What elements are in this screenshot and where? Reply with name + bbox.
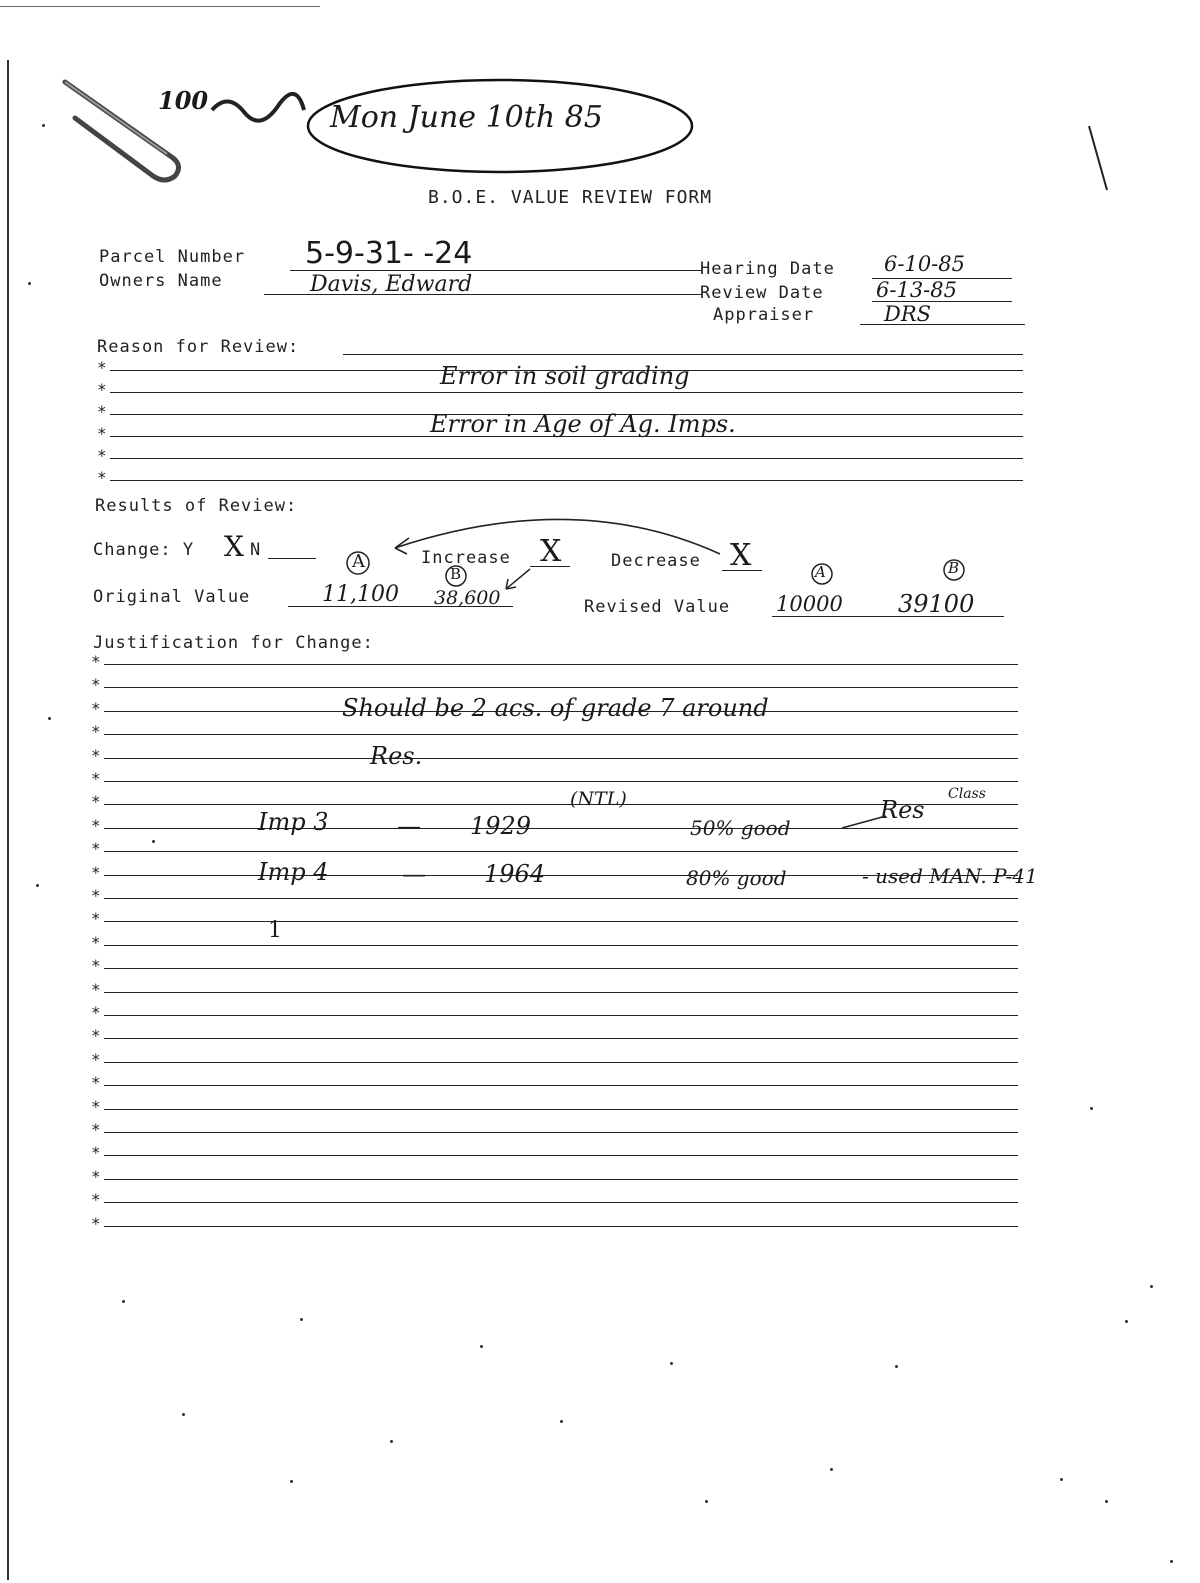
justification-row-star: *: [91, 746, 101, 765]
scan-speck: [182, 1413, 185, 1416]
imp3-res: Res: [880, 796, 925, 824]
owners-name-value: Davis, Edward: [310, 272, 473, 297]
decrease-label: Decrease: [611, 551, 701, 571]
justification-row-line: [104, 1179, 1018, 1180]
decrease-line: [722, 570, 762, 571]
reason-row-star: *: [97, 380, 107, 399]
justification-row-line: [104, 781, 1018, 782]
revised-value-b: 39100: [898, 590, 975, 618]
reason-row-star: *: [97, 446, 107, 465]
change-n-line: [268, 558, 316, 559]
scan-speck: [670, 1362, 673, 1365]
justification-row-star: *: [91, 933, 101, 952]
reason-line: [343, 354, 1023, 355]
justification-line-2: Res.: [370, 742, 423, 770]
justification-line-5: 1: [268, 918, 282, 943]
justification-row-star: *: [91, 1050, 101, 1069]
scan-speck: [152, 840, 155, 843]
imp3-year: 1929: [470, 812, 532, 840]
justification-row-line: [104, 921, 1018, 922]
justification-label: Justification for Change:: [93, 633, 374, 653]
justification-row-line: [104, 1155, 1018, 1156]
scan-speck: [1170, 1560, 1173, 1563]
reason-line-2: Error in Age of Ag. Imps.: [430, 410, 736, 438]
scan-speck: [290, 1480, 293, 1483]
justification-row-star: *: [91, 769, 101, 788]
change-label: Change: Y: [93, 540, 195, 560]
arrow-small: [500, 565, 540, 595]
justification-row-star: *: [91, 1097, 101, 1116]
justification-row-line: [104, 1109, 1018, 1110]
justification-row-star: *: [91, 1120, 101, 1139]
justification-row-line: [104, 1226, 1018, 1227]
imp3-percent: 50% good: [690, 816, 791, 840]
justification-row-star: *: [91, 1190, 101, 1209]
scan-speck: [1150, 1285, 1153, 1288]
revised-value-label: Revised Value: [584, 597, 731, 617]
original-value-label: Original Value: [93, 587, 251, 607]
reason-row-line: [110, 458, 1023, 459]
marker-a-right: A: [815, 563, 826, 581]
justification-row-line: [104, 851, 1018, 852]
hearing-date-label: Hearing Date: [700, 259, 835, 279]
scan-speck: [830, 1468, 833, 1471]
justification-row-star: *: [91, 980, 101, 999]
justification-row-line: [104, 968, 1018, 969]
imp4-percent: 80% good: [686, 866, 787, 890]
justification-row-line: [104, 687, 1018, 688]
reason-row-star: *: [97, 468, 107, 487]
justification-row-star: *: [91, 956, 101, 975]
scan-speck: [28, 282, 31, 285]
reason-line-1: Error in soil grading: [440, 362, 690, 390]
scan-speck: [36, 884, 39, 887]
reason-label: Reason for Review:: [97, 337, 300, 357]
scan-speck: [48, 717, 51, 720]
imp3-class: Class: [948, 786, 986, 802]
justification-row-line: [104, 1038, 1018, 1039]
revised-value-a: 10000: [776, 592, 843, 616]
decrease-mark: X: [730, 538, 752, 573]
justification-row-star: *: [91, 909, 101, 928]
justification-row-star: *: [91, 675, 101, 694]
scan-speck: [1060, 1478, 1063, 1481]
justification-row-line: [104, 1202, 1018, 1203]
parcel-number-value: 5-9-31- -24: [305, 236, 473, 271]
scan-speck: [1090, 1107, 1093, 1110]
results-label: Results of Review:: [95, 496, 298, 516]
imp3-note: (NTL): [570, 788, 627, 810]
handwritten-prefix: 100: [158, 86, 209, 115]
appraiser-label: Appraiser: [713, 305, 815, 325]
review-date-label: Review Date: [700, 283, 824, 303]
change-mark: X: [224, 530, 244, 563]
marker-b-left: B: [450, 565, 462, 583]
justification-row-line: [104, 758, 1018, 759]
reason-row-star: *: [97, 402, 107, 421]
justification-row-line: [104, 664, 1018, 665]
justification-row-line: [104, 1062, 1018, 1063]
justification-row-line: [104, 945, 1018, 946]
justification-row-line: [104, 1132, 1018, 1133]
justification-row-line: [104, 1015, 1018, 1016]
justification-row-star: *: [91, 863, 101, 882]
original-value-a: 11,100: [322, 582, 399, 607]
scan-speck: [42, 124, 45, 127]
justification-row-star: *: [91, 792, 101, 811]
original-value-line: [288, 606, 513, 607]
owners-name-label: Owners Name: [99, 271, 223, 291]
reason-row-line: [110, 480, 1023, 481]
form-title: B.O.E. VALUE REVIEW FORM: [428, 187, 713, 208]
justification-row-line: [104, 992, 1018, 993]
scan-speck: [560, 1420, 563, 1423]
justification-row-line: [104, 898, 1018, 899]
justification-row-star: *: [91, 722, 101, 741]
justification-row-star: *: [91, 1214, 101, 1233]
imp4-label: Imp 4: [258, 858, 329, 886]
imp4-dash: —: [402, 860, 426, 888]
increase-label: Increase: [421, 548, 511, 568]
scan-speck: [705, 1500, 708, 1503]
justification-row-line: [104, 734, 1018, 735]
marker-a-left: A: [352, 551, 365, 572]
reason-row-star: *: [97, 358, 107, 377]
justification-row-star: *: [91, 1143, 101, 1162]
justification-row-star: *: [91, 652, 101, 671]
scan-edge-top: [0, 0, 320, 7]
justification-row-star: *: [91, 1073, 101, 1092]
parcel-number-label: Parcel Number: [99, 247, 246, 267]
revised-value-line: [772, 616, 1004, 617]
marker-b-right: B: [948, 559, 960, 577]
imp4-used: - used MAN. P-41: [862, 864, 1038, 888]
justification-row-star: *: [91, 1003, 101, 1022]
justification-row-line: [104, 1085, 1018, 1086]
justification-row-star: *: [91, 839, 101, 858]
hearing-date-value: 6-10-85: [884, 252, 965, 276]
scan-speck: [1105, 1500, 1108, 1503]
scan-speck: [122, 1300, 125, 1303]
scan-speck: [390, 1440, 393, 1443]
change-n-label: N: [250, 540, 262, 560]
imp3-label: Imp 3: [258, 808, 329, 836]
reason-row-star: *: [97, 424, 107, 443]
scan-speck: [895, 1365, 898, 1368]
appraiser-value: DRS: [884, 302, 932, 326]
scan-speck: [1125, 1320, 1128, 1323]
justification-row-star: *: [91, 1026, 101, 1045]
reason-row-line: [110, 392, 1023, 393]
scan-speck: [300, 1318, 303, 1321]
scan-edge-left: [7, 60, 9, 1580]
imp3-connector: [840, 812, 890, 832]
increase-mark: X: [540, 534, 562, 569]
justification-row-star: *: [91, 886, 101, 905]
imp3-dash: —: [397, 812, 421, 840]
justification-row-star: *: [91, 699, 101, 718]
original-value-b: 38,600: [434, 587, 501, 609]
scan-speck: [480, 1345, 483, 1348]
review-date-value: 6-13-85: [876, 278, 957, 302]
circled-note: Mon June 10th 85: [330, 100, 603, 135]
scan-mark-right: [1085, 122, 1115, 197]
imp4-year: 1964: [484, 860, 546, 888]
justification-row-star: *: [91, 816, 101, 835]
justification-line-1: Should be 2 acs. of grade 7 around: [342, 694, 769, 722]
justification-row-star: *: [91, 1167, 101, 1186]
scribble-mark: [208, 90, 308, 124]
